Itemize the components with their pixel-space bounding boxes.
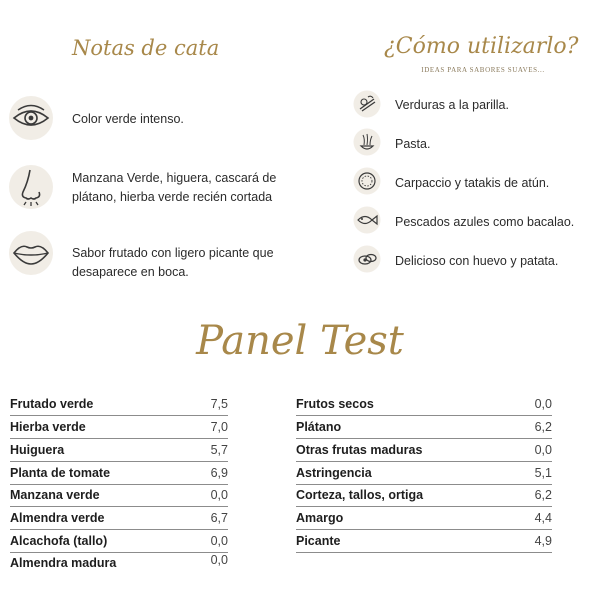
panel-row bbox=[10, 397, 228, 417]
egg-potato-icon bbox=[353, 245, 381, 273]
panel-divider bbox=[296, 438, 552, 439]
panel-row bbox=[10, 555, 228, 575]
uso-title: ¿Cómo utilizarlo? bbox=[384, 34, 579, 59]
panel-divider bbox=[296, 506, 552, 507]
panel-label: Alcachofa (tallo) bbox=[10, 534, 108, 548]
panel-value: 0,0 bbox=[534, 397, 552, 411]
panel-value: 5,7 bbox=[210, 443, 228, 457]
panel-row bbox=[10, 488, 228, 508]
pasta-icon bbox=[353, 128, 381, 156]
use-text-huevo: Delicioso con huevo y patata. bbox=[395, 254, 559, 268]
panel-label: Manzana verde bbox=[10, 488, 100, 502]
panel-label: Almendra verde bbox=[10, 511, 105, 525]
panel-row bbox=[296, 534, 552, 554]
panel-divider bbox=[10, 415, 228, 416]
panel-value: 0,0 bbox=[210, 553, 228, 567]
panel-label: Frutos secos bbox=[296, 397, 374, 411]
panel-row bbox=[10, 534, 228, 554]
carpaccio-plate-icon bbox=[353, 167, 381, 195]
panel-divider bbox=[296, 484, 552, 485]
notas-title: Notas de cata bbox=[72, 36, 220, 60]
panel-label: Astringencia bbox=[296, 466, 372, 480]
panel-row bbox=[296, 488, 552, 508]
panel-value: 0,0 bbox=[210, 488, 228, 502]
panel-row bbox=[296, 420, 552, 440]
panel-value: 0,0 bbox=[210, 534, 228, 548]
panel-label: Corteza, tallos, ortiga bbox=[296, 488, 424, 502]
note-text-sabor: Sabor frutado con ligero picante que desaparece en boca. bbox=[72, 246, 274, 279]
panel-divider bbox=[10, 552, 228, 553]
panel-divider bbox=[10, 461, 228, 462]
uso-subtitle: IDEAS PARA SABORES SUAVES... bbox=[421, 66, 545, 74]
panel-value: 6,9 bbox=[210, 466, 228, 480]
panel-label: Amargo bbox=[296, 511, 344, 525]
panel-title: Panel Test bbox=[196, 318, 404, 364]
panel-divider bbox=[296, 415, 552, 416]
panel-divider bbox=[10, 484, 228, 485]
panel-label: Almendra madura bbox=[10, 556, 117, 570]
panel-divider bbox=[296, 552, 552, 553]
lips-icon bbox=[8, 230, 54, 276]
panel-value: 6,2 bbox=[534, 488, 552, 502]
panel-value: 4,9 bbox=[534, 534, 552, 548]
panel-divider bbox=[10, 506, 228, 507]
panel-label: Huiguera bbox=[10, 443, 65, 457]
use-text-carpaccio: Carpaccio y tatakis de atún. bbox=[395, 176, 550, 190]
panel-row bbox=[296, 466, 552, 486]
panel-row bbox=[10, 443, 228, 463]
panel-row bbox=[10, 420, 228, 440]
grilled-vegetables-icon bbox=[353, 90, 381, 118]
panel-label: Planta de tomate bbox=[10, 466, 111, 480]
panel-label: Plátano bbox=[296, 420, 342, 434]
panel-divider bbox=[10, 438, 228, 439]
panel-divider bbox=[296, 529, 552, 530]
panel-row bbox=[296, 397, 552, 417]
panel-divider bbox=[10, 529, 228, 530]
nose-icon bbox=[8, 164, 54, 210]
panel-value: 5,1 bbox=[534, 466, 552, 480]
panel-value: 0,0 bbox=[534, 443, 552, 457]
panel-label: Hierba verde bbox=[10, 420, 86, 434]
panel-row bbox=[10, 511, 228, 531]
note-text-color: Color verde intenso. bbox=[72, 112, 184, 126]
panel-value: 4,4 bbox=[534, 511, 552, 525]
panel-row bbox=[296, 511, 552, 531]
panel-value: 6,2 bbox=[534, 420, 552, 434]
panel-label: Otras frutas maduras bbox=[296, 443, 423, 457]
eye-icon bbox=[8, 95, 54, 141]
panel-label: Picante bbox=[296, 534, 341, 548]
panel-value: 6,7 bbox=[210, 511, 228, 525]
note-text-aroma: Manzana Verde, higuera, cascará de plátano, hierba verde recién cortada bbox=[72, 171, 277, 204]
fish-icon bbox=[353, 206, 381, 234]
use-text-pasta: Pasta. bbox=[395, 137, 431, 151]
panel-divider bbox=[296, 461, 552, 462]
panel-value: 7,5 bbox=[210, 397, 228, 411]
panel-row bbox=[296, 443, 552, 463]
use-text-pescados: Pescados azules como bacalao. bbox=[395, 215, 575, 229]
panel-value: 7,0 bbox=[210, 420, 228, 434]
panel-row bbox=[10, 466, 228, 486]
use-text-verduras: Verduras a la parilla. bbox=[395, 98, 509, 112]
panel-label: Frutado verde bbox=[10, 397, 94, 411]
